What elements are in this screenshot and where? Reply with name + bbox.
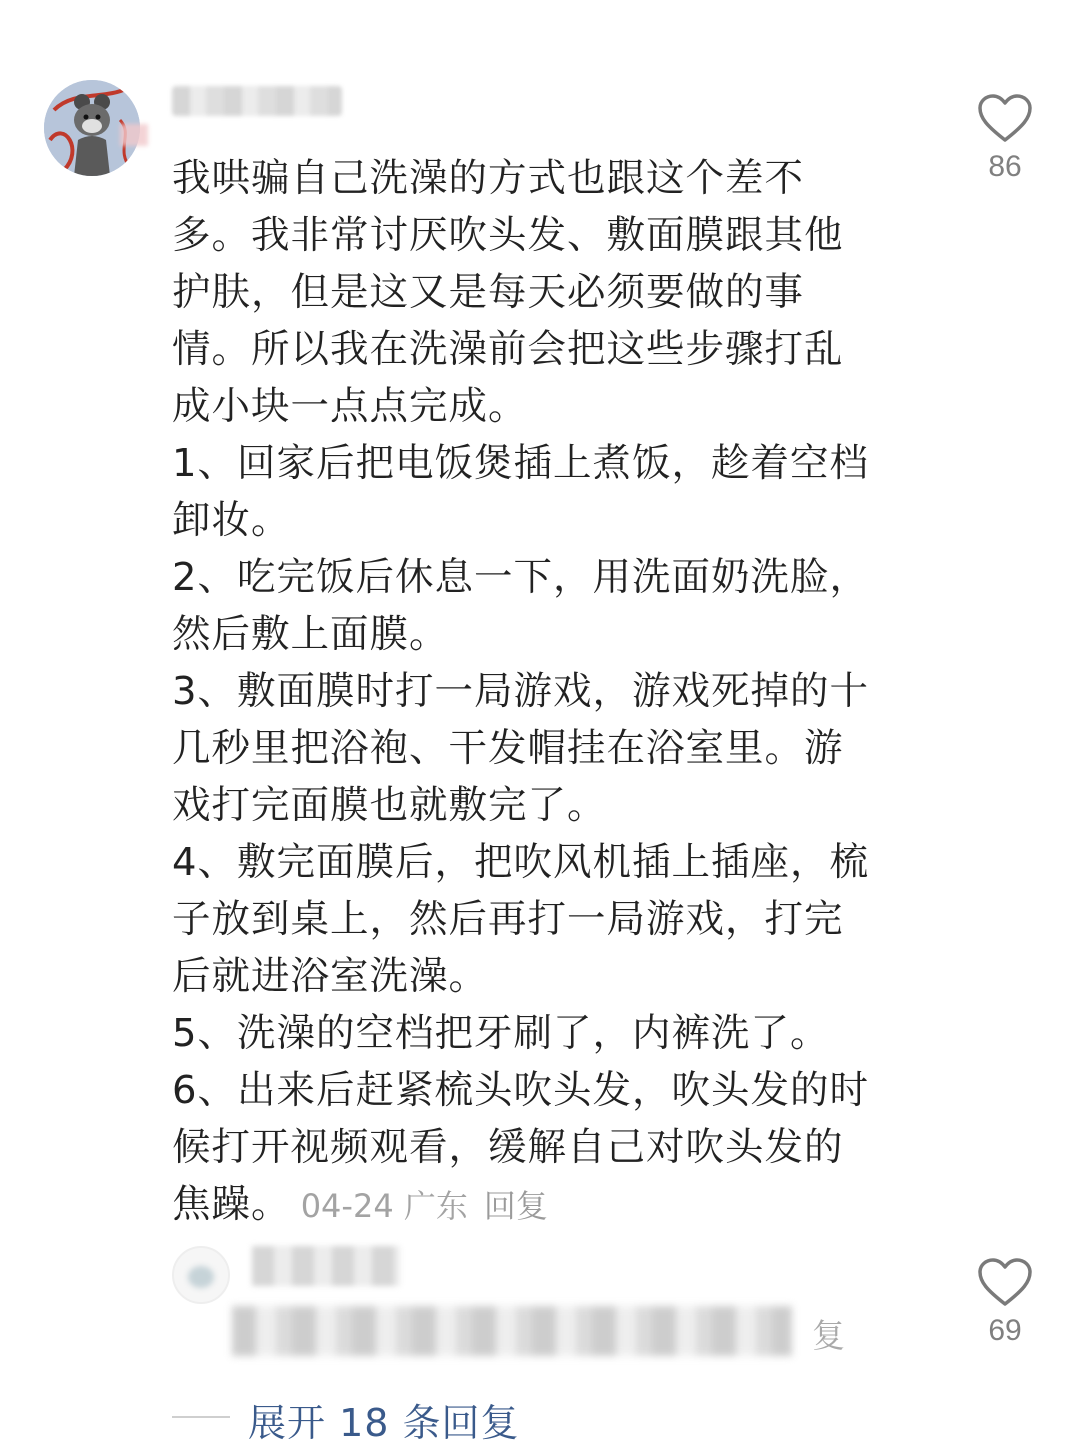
- reply-avatar[interactable]: [172, 1246, 230, 1304]
- comment-line: 4、敷完面膜后，把吹风机插上插座，梳: [172, 840, 869, 885]
- comment-location: 广东: [403, 1187, 468, 1225]
- comment-line: 然后敷上面膜。: [172, 612, 449, 657]
- comment-line: 子放到桌上，然后再打一局游戏，打完: [172, 897, 844, 942]
- heart-outline-icon: [970, 94, 1040, 144]
- comment-meta: [291, 1187, 548, 1225]
- comment-line: 多。我非常讨厌吹头发、敷面膜跟其他: [172, 213, 844, 258]
- reply-text-blurred: [232, 1306, 792, 1356]
- comment-line: 后就进浴室洗澡。: [172, 954, 489, 999]
- comment-line: 6、出来后赶紧梳头吹头发，吹头发的时: [172, 1068, 869, 1113]
- comment-line: 成小块一点点完成。: [172, 384, 528, 429]
- comment-text: [172, 150, 932, 1235]
- comment-line: 候打开视频观看，缓解自己对吹头发的: [172, 1125, 844, 1170]
- reply-like-button[interactable]: [970, 1258, 1040, 1348]
- reply-button[interactable]: 回复: [483, 1187, 548, 1225]
- comment-line: 1、回家后把电饭煲插上煮饭，趁着空档: [172, 441, 869, 486]
- comment-line: 卸妆。: [172, 498, 291, 543]
- comment-line: 戏打完面膜也就敷完了。: [172, 783, 607, 828]
- reply-reply-button[interactable]: 复: [812, 1316, 845, 1355]
- comment-line: 3、敷面膜时打一局游戏，游戏死掉的十: [172, 669, 869, 714]
- comment-line: 5、洗澡的空档把牙刷了，内裤洗了。: [172, 1011, 830, 1056]
- expand-replies-link[interactable]: 展开 18 条回复: [248, 1401, 520, 1445]
- comment-date: 04-24: [300, 1187, 394, 1225]
- comment-line-text: 焦躁。: [172, 1182, 291, 1227]
- reply-like-count: 69: [988, 1314, 1022, 1347]
- comment-line: 2、吃完饭后休息一下，用洗面奶洗脸，: [172, 555, 869, 600]
- comment-line: 几秒里把浴袍、干发帽挂在浴室里。游: [172, 726, 844, 771]
- like-count: 86: [988, 150, 1022, 183]
- expand-divider: [172, 1416, 230, 1418]
- reply-author-blurred[interactable]: [252, 1246, 400, 1286]
- heart-outline-icon: [970, 1258, 1040, 1308]
- comment-line-last: [172, 1176, 932, 1235]
- author-badge-blurred: [120, 124, 148, 146]
- like-button[interactable]: [970, 94, 1040, 184]
- comment-line: 护肤，但是这又是每天必须要做的事: [172, 270, 805, 315]
- comment-line: 我哄骗自己洗澡的方式也跟这个差不: [172, 156, 805, 201]
- comment-line: 情。所以我在洗澡前会把这些步骤打乱: [172, 327, 844, 372]
- author-name-blurred[interactable]: [172, 86, 342, 116]
